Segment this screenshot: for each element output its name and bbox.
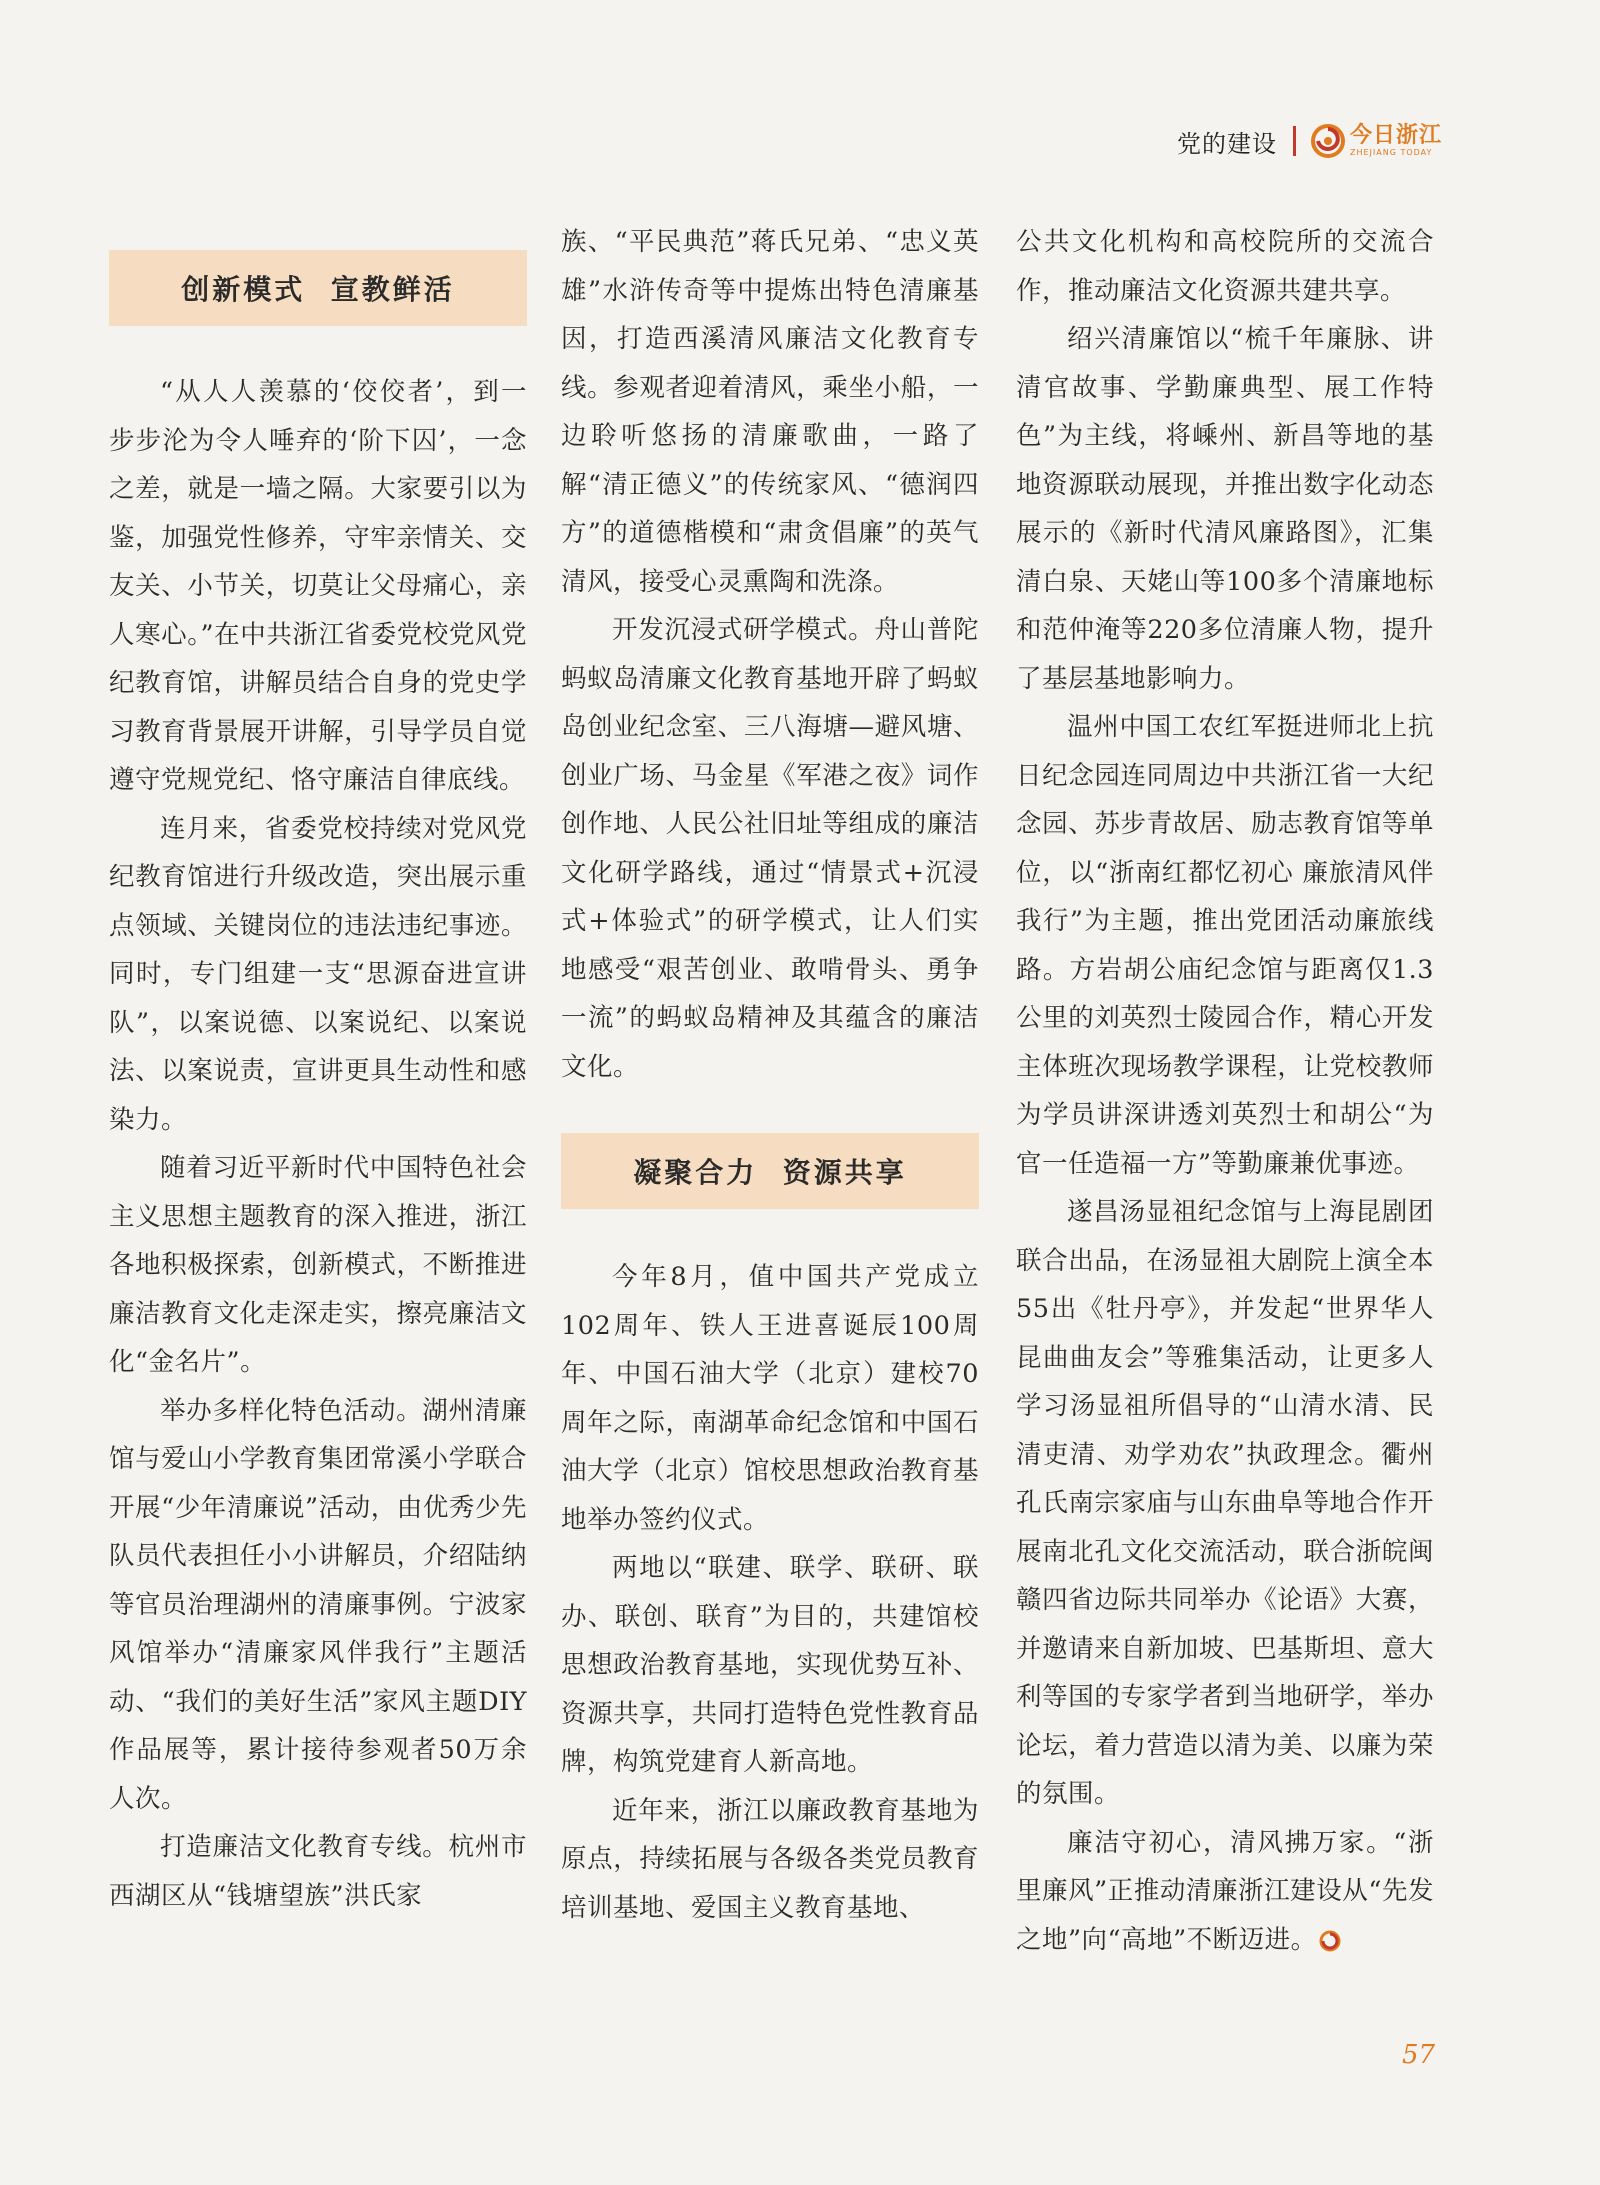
magazine-logo	[1310, 123, 1442, 159]
header-divider	[1293, 126, 1296, 156]
section-heading: 凝聚合力 资源共享	[561, 1133, 979, 1209]
paragraph-continued: 族、“平民典范”蒋氏兄弟、“忠义英雄”水浒传奇等中提炼出特色清廉基因，打造西溪清风廉洁文化教育专线。参观者迎着清风，乘坐小船，一边聆听悠扬的清廉歌曲，一路了解“清正德义”的传统家风、“德润四方”的道德楷模和“肃贪倡廉”的英气清风，接受心灵熏陶和洗涤。	[561, 227, 979, 597]
logo-chinese: 今日浙江	[1349, 123, 1442, 148]
logo-text	[1350, 125, 1442, 157]
paragraph: 连月来，省委党校持续对党风党纪教育馆进行升级改造，突出展示重点领域、关键岗位的违法违纪事迹。同时，专门组建一支“思源奋进宣讲队”，以案说德、以案说纪、以案说法、以案说责，宣讲更具生动性和感染力。	[109, 813, 527, 1135]
paragraph: 打造廉洁文化教育专线。杭州市西湖区从“钱塘望族”洪氏家	[109, 1832, 527, 1911]
paragraph: 绍兴清廉馆以“梳千年廉脉、讲清官故事、学勤廉典型、展工作特色”为主线，将嵊州、新昌等地的基地资源联动展现，并推出数字化动态展示的《新时代清风廉路图》，汇集清白泉、天姥山等100多个清廉地标和范仲淹等220多位清廉人物，提升了基层基地影响力。	[1016, 324, 1434, 694]
logo-english: ZHEJIANG TODAY	[1349, 148, 1433, 157]
paragraph: 近年来，浙江以廉政教育基地为原点，持续拓展与各级各类党员教育培训基地、爱国主义教育基地、	[561, 1795, 979, 1923]
column-3	[1016, 218, 1434, 1964]
paragraph-continued: 公共文化机构和高校院所的交流合作，推动廉洁文化资源共建共享。	[1016, 227, 1434, 306]
column-2	[561, 218, 979, 1932]
paragraph-final	[1016, 1819, 1434, 1965]
paragraph: 温州中国工农红军挺进师北上抗日纪念园连同周边中共浙江省一大纪念园、苏步青故居、励志教育馆等单位，以“浙南红都忆初心 廉旅清风伴我行”为主题，推出党团活动廉旅线路。方岩胡公庙纪念馆与距离仅1.3公里的刘英烈士陵园合作，精心开发主体班次现场教学课程，让党校教师为学员讲深讲透刘英烈士和胡公“为官一任造福一方”等勤廉兼优事迹。	[1016, 712, 1434, 1179]
final-text: 廉洁守初心，清风拂万家。“浙里廉风”正推动清廉浙江建设从“先发之地”向“高地”不断迈进。	[1016, 1827, 1434, 1955]
swirl-logo-icon	[1310, 123, 1346, 159]
section-title: 党的建设	[1176, 129, 1277, 158]
paragraph: 随着习近平新时代中国特色社会主义思想主题教育的深入推进，浙江各地积极探索，创新模式，不断推进廉洁教育文化走深走实，擦亮廉洁文化“金名片”。	[109, 1153, 527, 1377]
end-mark-icon	[1319, 1930, 1341, 1952]
paragraph: “从人人羡慕的‘佼佼者’，到一步步沦为令人唾弃的‘阶下囚’，一念之差，就是一墙之隔。大家要引以为鉴，加强党性修养，守牢亲情关、交友关、小节关，切莫让父母痛心，亲人寒心。”在中共浙江省委党校党风党纪教育馆，讲解员结合自身的党史学习教育背景展开讲解，引导学员自觉遵守党规党纪、恪守廉洁自律底线。	[109, 377, 527, 795]
paragraph: 遂昌汤显祖纪念馆与上海昆剧团联合出品，在汤显祖大剧院上演全本55出《牡丹亭》，并发起“世界华人昆曲曲友会”等雅集活动，让更多人学习汤显祖所倡导的“山清水清、民清吏清、劝学劝农”执政理念。衢州孔氏南宗家庙与山东曲阜等地合作开展南北孔文化交流活动，联合浙皖闽赣四省边际共同举办《论语》大赛，并邀请来自新加坡、巴基斯坦、意大利等国的专家学者到当地研学，举办论坛，着力营造以清为美、以廉为荣的氛围。	[1016, 1197, 1434, 1809]
section-heading: 创新模式 宣教鲜活	[109, 250, 527, 326]
paragraph: 两地以“联建、联学、联研、联办、联创、联育”为目的，共建馆校思想政治教育基地，实现优势互补、资源共享，共同打造特色党性教育品牌，构筑党建育人新高地。	[561, 1553, 979, 1777]
page-number: 57	[1402, 2040, 1436, 2070]
page-header	[1177, 118, 1442, 164]
column-1	[109, 218, 527, 1920]
paragraph: 开发沉浸式研学模式。舟山普陀蚂蚁岛清廉文化教育基地开辟了蚂蚁岛创业纪念室、三八海塘—避风塘、创业广场、马金星《军港之夜》词作创作地、人民公社旧址等组成的廉洁文化研学路线，通过“情景式+沉浸式+体验式”的研学模式，让人们实地感受“艰苦创业、敢啃骨头、勇争一流”的蚂蚁岛精神及其蕴含的廉洁文化。	[561, 615, 979, 1082]
paragraph: 举办多样化特色活动。湖州清廉馆与爱山小学教育集团常溪小学联合开展“少年清廉说”活动，由优秀少先队员代表担任小小讲解员，介绍陆纳等官员治理湖州的清廉事例。宁波家风馆举办“清廉家风伴我行”主题活动、“我们的美好生活”家风主题DIY作品展等，累计接待参观者50万余人次。	[109, 1395, 527, 1814]
paragraph: 今年8月，值中国共产党成立102周年、铁人王进喜诞辰100周年、中国石油大学（北京）建校70周年之际，南湖革命纪念馆和中国石油大学（北京）馆校思想政治教育基地举办签约仪式。	[561, 1262, 979, 1535]
